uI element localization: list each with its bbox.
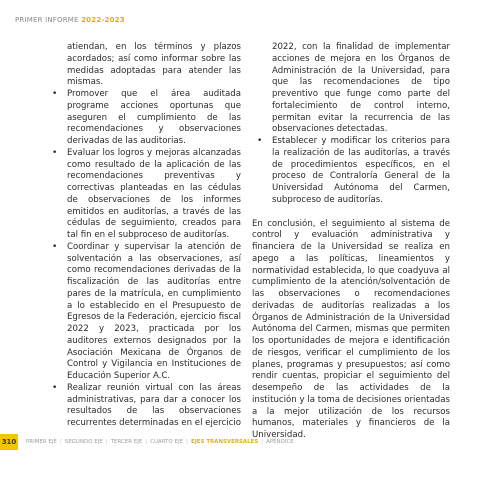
bullet-icon: • — [52, 382, 58, 393]
nav-apendice[interactable]: APÉNDICE — [266, 439, 294, 445]
section-nav — [24, 439, 296, 445]
bullet-item — [47, 383, 241, 430]
bullet-text: Promover que el área auditada programe acciones oportunas que aseguren el cumplimiento de las recomendaciones y observaciones derivadas de las auditorias. — [67, 89, 241, 146]
header-title: PRIMER INFORME — [15, 16, 79, 24]
paragraph-spacer — [252, 207, 450, 219]
left-continuation-paragraph: atiendan, en los términos y plazos acordados; así como informar sobre las medidas adoptadas para atender las mismas. — [67, 42, 241, 88]
right-column — [252, 42, 450, 442]
bullet-text: Coordinar y supervisar la atención de solventación a las observaciones, así como recomendaciones derivadas de la fiscalización de las auditorías entre pares de la matrícula, en cumplimiento a lo establecido en el Presupuesto de Egresos de la Federación, ejercicio fiscal 2022 y 2023, practicada por los auditores externos designados por la Asociación Mexicana de Órganos de Control y Vigilancia en Instituciones de Educación Superior A.C. — [67, 241, 241, 381]
bullet-text: Establecer y modificar los criterios para la realización de las auditorías, a través de procedimientos específicos, en el proceso de Contraloría General de la Universidad Autónoma del Carmen, subproceso de auditorías. — [272, 136, 450, 205]
bullet-text: Realizar reunión virtual con las áreas administrativas, para dar a conocer los resultados de las observaciones recurrentes determinadas en el ejercicio — [67, 382, 241, 428]
nav-tercer-eje[interactable]: TERCER EJE — [110, 439, 143, 445]
bullet-icon: • — [257, 136, 263, 146]
nav-divider: | — [59, 439, 62, 445]
bullet-icon: • — [52, 241, 58, 252]
nav-segundo-eje[interactable]: SEGUNDO EJE — [64, 439, 103, 445]
right-bullet-list — [252, 136, 450, 207]
right-continuation-paragraph: 2022, con la finalidad de implementar acciones de mejora en los Órganos de Administración de la Universidad, para que las recomendaciones de tipo preventivo que funge como parte del fortalecimiento de control interno, permitan evitar la recurrencia de las observaciones detectadas. — [272, 42, 450, 135]
running-header — [15, 16, 125, 24]
left-bullet-list — [47, 89, 241, 430]
bullet-item — [252, 136, 450, 207]
conclusion-paragraph: En conclusión, el seguimiento al sistema de control y evaluación administrativa y financiera de la Universidad se realiza en apego a las políticas, lineamientos y normatividad establecida, lo que coadyuva al cumplimiento de la atención/solventación de las observaciones o recomendaciones derivadas de auditorías realizadas a los Órganos de Administración de la Universidad Autónoma del Carmen, mismas que permiten los oportunidades de mejora e identificación de riesgos, verificar el cumplimiento de los planes, programas y presupuestos; así como rendir cuentas, propiciar el seguimiento del desempeño de las actividades de la institución y la toma de decisiones orientadas a la mejor utilización de los recursos humanos, materiales y financieros de la Universidad. — [252, 218, 450, 440]
bullet-text: Evaluar los logros y mejoras alcanzadas como resultado de la aplicación de las recomendaciones preventivas y correctivas planteadas en las cédulas de observaciones de los informes emitidos en auditorías, a través de las cédulas de seguimiento, creados para tal fin en el subproceso de auditorías. — [67, 147, 241, 240]
nav-divider: | — [105, 439, 108, 445]
nav-divider: | — [261, 439, 264, 445]
bullet-item — [47, 242, 241, 383]
nav-primer-eje[interactable]: PRIMER EJE — [26, 439, 57, 445]
nav-ejes-transversales[interactable]: EJES TRANSVERSALES — [191, 439, 259, 445]
bullet-item — [47, 89, 241, 148]
nav-divider: | — [186, 439, 189, 445]
page-number-badge: 310 — [0, 434, 18, 450]
bullet-icon: • — [52, 147, 58, 158]
bullet-item — [47, 148, 241, 242]
header-year: 2022-2023 — [81, 16, 125, 24]
nav-cuarto-eje[interactable]: CUARTO EJE — [150, 439, 184, 445]
nav-divider: | — [145, 439, 148, 445]
bullet-icon: • — [52, 89, 58, 99]
page-footer — [0, 434, 480, 450]
left-column — [47, 42, 241, 430]
